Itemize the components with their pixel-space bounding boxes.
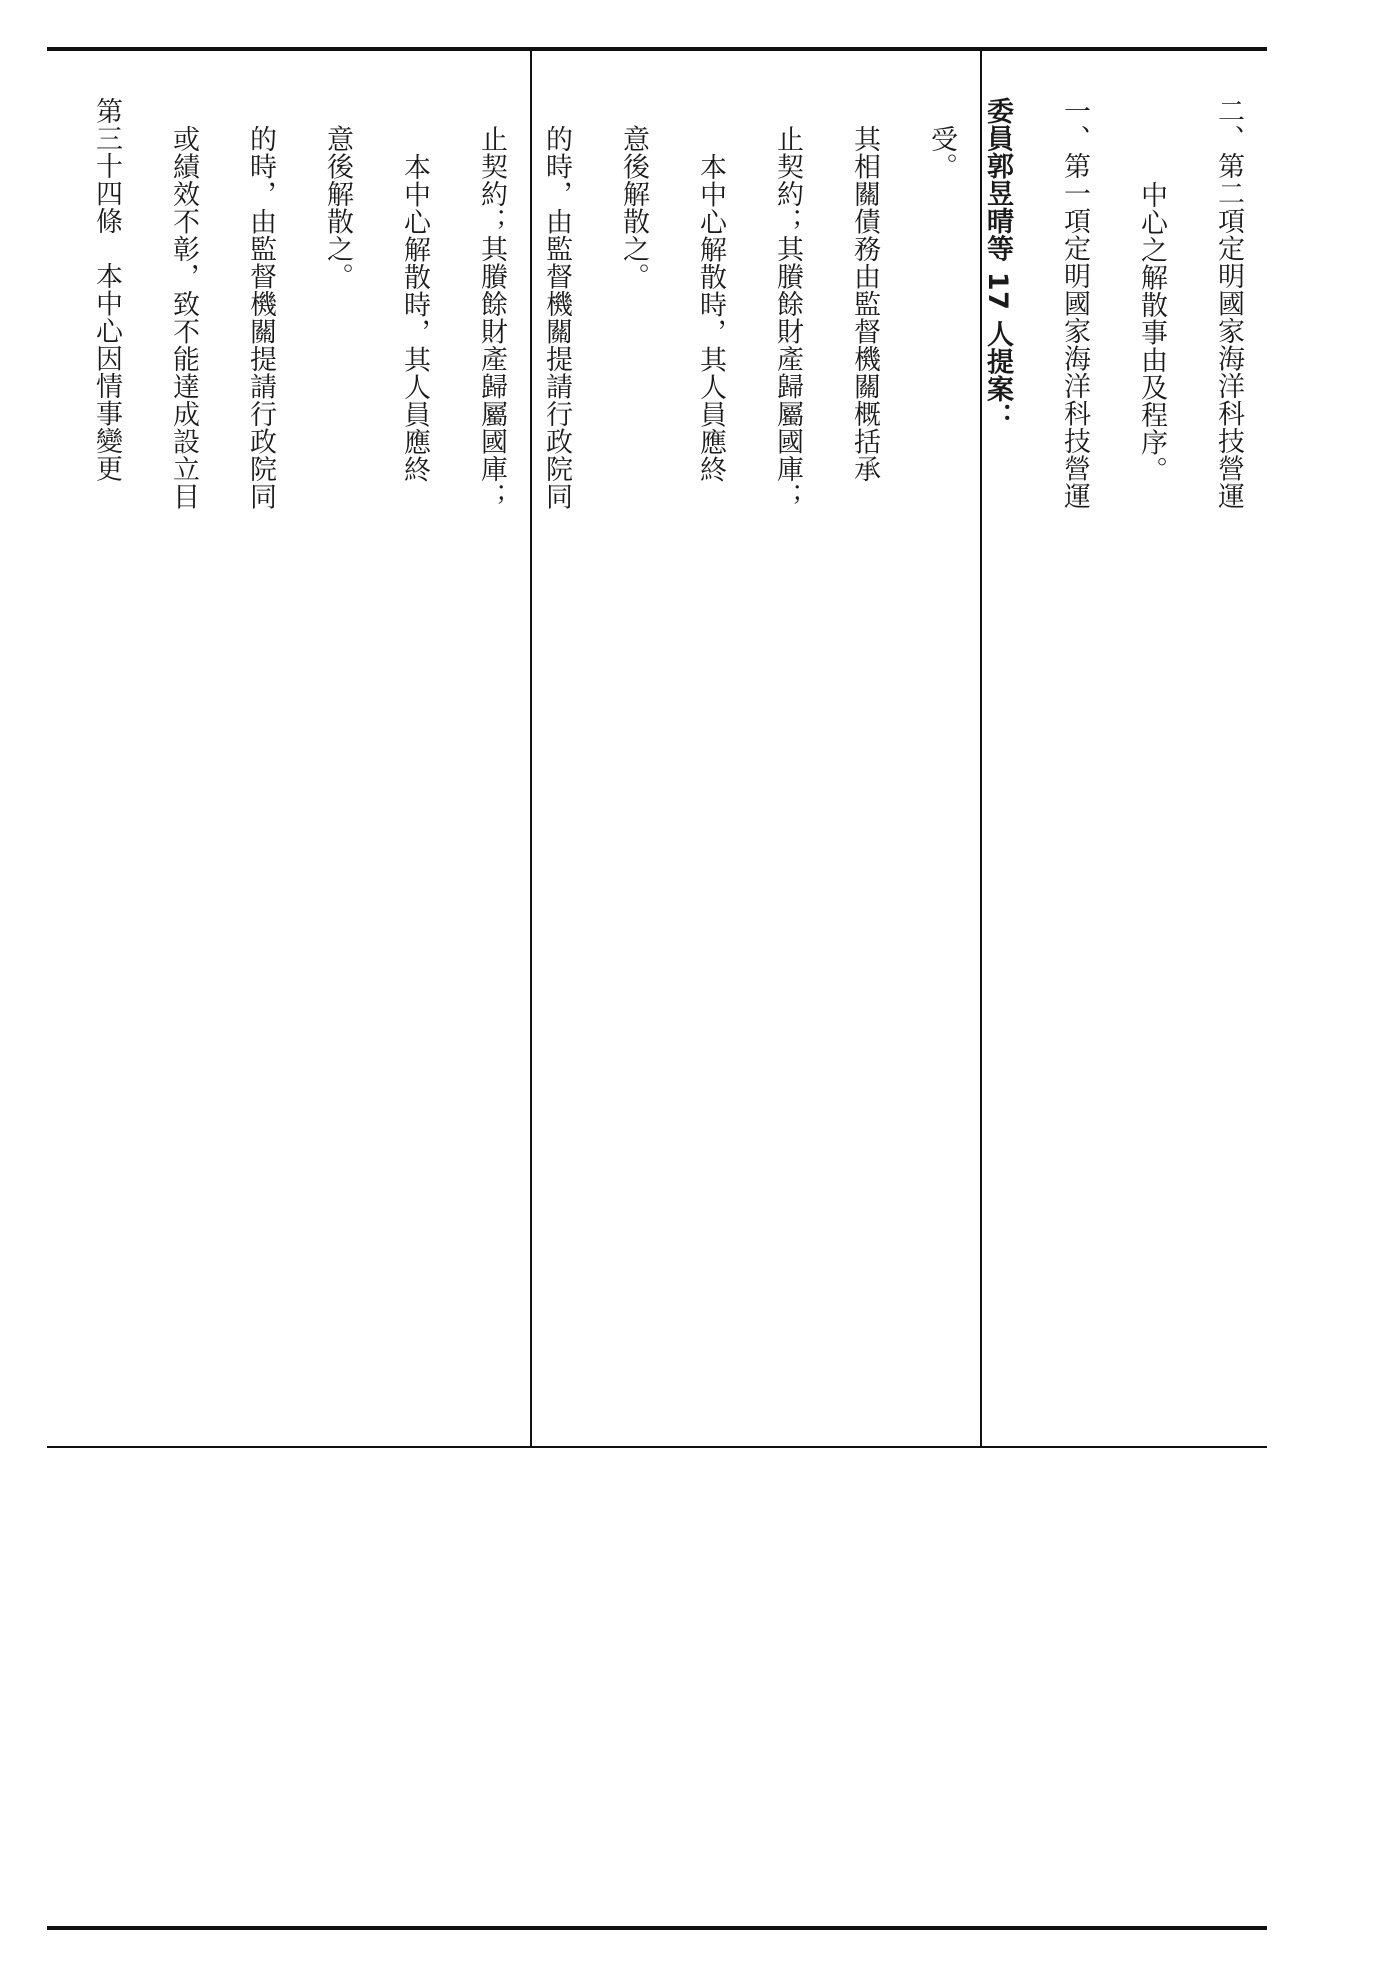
cell-left-text xyxy=(47,49,530,1446)
middle-line-19: 本中心解散時，其人員應終 xyxy=(695,153,726,483)
middle-line-21: 其相關債務由監督機關概括承 xyxy=(849,125,880,483)
middle-rule xyxy=(47,1446,1267,1448)
middle-line-18: 意後解散之。 xyxy=(618,125,649,290)
cell-left xyxy=(47,49,530,1446)
left-line-22: 止契約；其賸餘財產歸屬國庫； xyxy=(476,125,507,510)
cell-middle xyxy=(532,49,980,1446)
right-line-20: 一、第一項定明國家海洋科技營運 xyxy=(1059,97,1090,510)
middle-line-22: 受。 xyxy=(926,125,957,180)
left-line-21: 本中心解散時，其人員應終 xyxy=(399,153,430,483)
right-line-21: 中心之解散事由及程序。 xyxy=(1136,181,1167,484)
left-line-17: 第三十四條 本中心因情事變更 xyxy=(91,97,122,482)
middle-line-17: 的時，由監督機關提請行政院同 xyxy=(541,125,572,510)
middle-line-20: 止契約；其賸餘財產歸屬國庫； xyxy=(772,125,803,510)
bottom-rule xyxy=(47,1926,1267,1930)
left-line-18: 或績效不彰，致不能達成設立目 xyxy=(168,125,199,510)
left-line-19: 的時，由監督機關提請行政院同 xyxy=(245,125,276,510)
right-line-22: 二、第二項定明國家海洋科技營運 xyxy=(1213,97,1244,510)
cell-right xyxy=(982,49,1267,1446)
cell-middle-text xyxy=(532,49,980,1446)
left-line-16 xyxy=(47,97,68,1446)
cell-right-text xyxy=(982,49,1267,1446)
left-line-20: 意後解散之。 xyxy=(322,125,353,290)
right-line-19: 委員郭昱晴等 17 人提案： xyxy=(982,97,1013,431)
